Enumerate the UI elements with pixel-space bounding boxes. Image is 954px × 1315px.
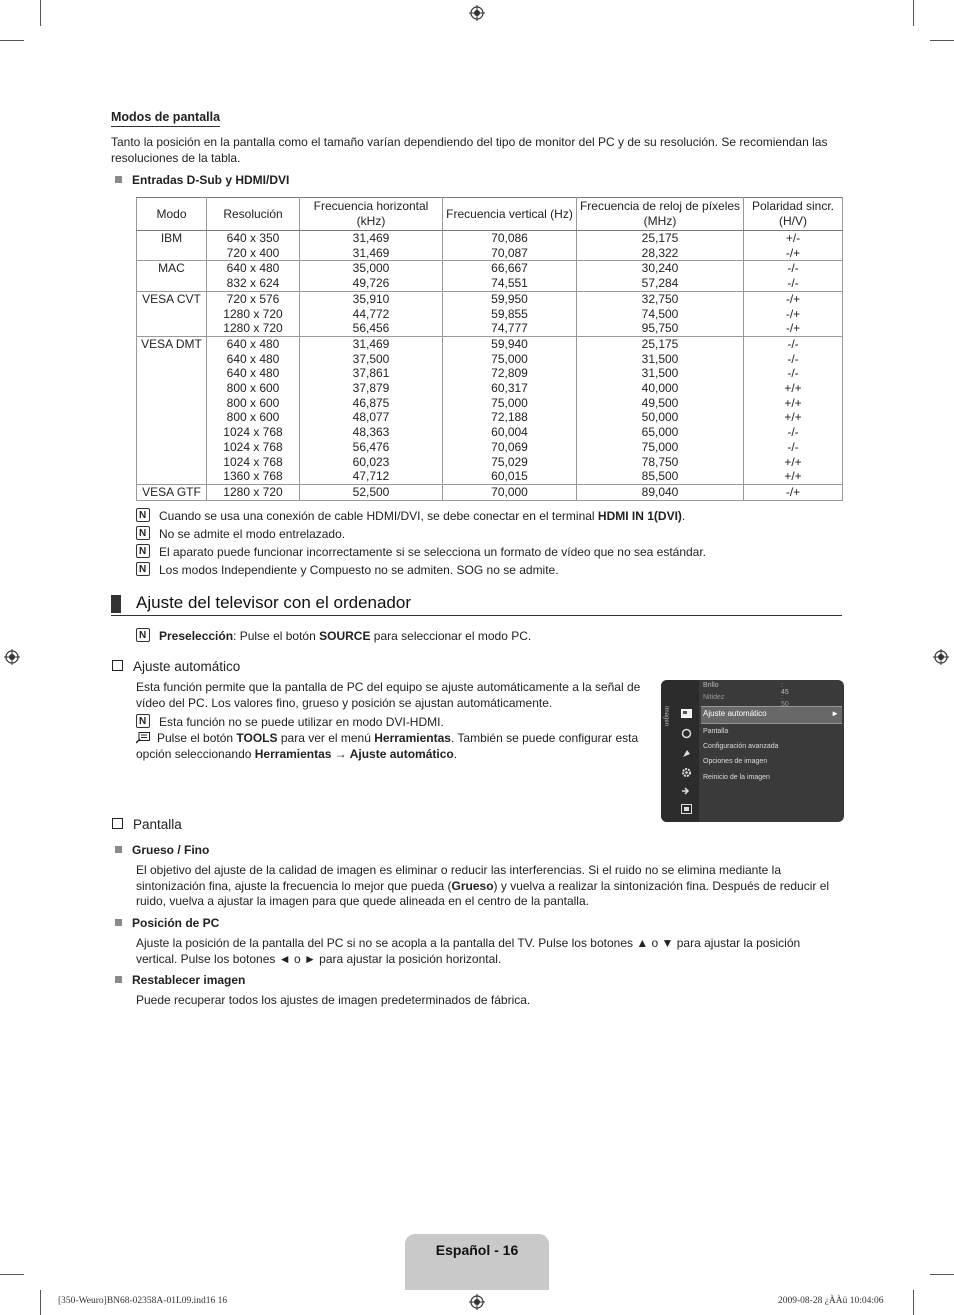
- table-cell: 46,875: [300, 396, 443, 411]
- square-bullet-icon: [115, 976, 122, 983]
- auto-adjust-tools: Pulse el botón TOOLS para ver el menú Herramientas. También se puede configurar esta opción seleccionando Herramientas → Ajuste automático.: [136, 731, 639, 761]
- cell-mode: VESA DMT: [137, 336, 207, 351]
- table-cell: 640 x 480: [207, 336, 300, 351]
- table-cell: -/-: [744, 425, 843, 440]
- page-number-tab: [405, 1234, 549, 1290]
- note-hdmi: NCuando se usa una conexión de cable HDMI/DVI, se debe conectar en el terminal HDMI IN 1(DVI).: [136, 508, 685, 524]
- table-cell: 30,240: [577, 261, 744, 276]
- input-icon: [681, 786, 692, 796]
- note-composite: NLos modos Independiente y Compuesto no se admiten. SOG no se admite.: [136, 562, 559, 578]
- osd-item-sharpness[interactable]: Nitidez : 50: [703, 694, 789, 708]
- osd-menu-screenshot: [661, 680, 844, 822]
- table-cell: +/+: [744, 455, 843, 470]
- table-cell: 60,317: [443, 381, 577, 396]
- table-cell: 720 x 400: [207, 246, 300, 261]
- table-cell: 1024 x 768: [207, 425, 300, 440]
- sound-icon: [681, 728, 692, 739]
- table-cell: 1280 x 720: [207, 307, 300, 322]
- table-cell: 37,861: [300, 366, 443, 381]
- table-row: [137, 396, 843, 411]
- auto-adjust-note: NEsta función no se puede utilizar en modo DVI-HDMI.: [136, 714, 444, 730]
- table-cell: 74,500: [577, 307, 744, 322]
- table-cell: 85,500: [577, 469, 744, 484]
- table-cell: 65,000: [577, 425, 744, 440]
- square-bullet-icon: [115, 919, 122, 926]
- table-cell: 35,910: [300, 291, 443, 306]
- registration-mark-icon: [469, 1294, 485, 1310]
- table-cell: 800 x 600: [207, 396, 300, 411]
- table-cell: 37,500: [300, 352, 443, 367]
- table-row: [137, 425, 843, 440]
- table-cell: 50,000: [577, 410, 744, 425]
- arrow-right-icon: ►: [831, 709, 839, 718]
- table-cell: -/-: [744, 352, 843, 367]
- table-cell: 95,750: [577, 321, 744, 336]
- note-icon: [136, 714, 150, 728]
- picture-icon: [681, 709, 692, 718]
- table-cell: 72,188: [443, 410, 577, 425]
- crop-mark: [40, 0, 41, 26]
- col-header-mode: Modo: [137, 198, 207, 231]
- table-cell: 72,809: [443, 366, 577, 381]
- table-row: [137, 381, 843, 396]
- table-row: [137, 440, 843, 455]
- table-cell: 52,500: [300, 484, 443, 500]
- table-cell: 37,879: [300, 381, 443, 396]
- cell-mode: [137, 455, 207, 470]
- pc-position-text: Ajuste la posición de la pantalla del PC si no se acopla a la pantalla del TV. Pulse los botones ▲ o ▼ para ajustar la posición vertical. Pulse los botones ◄ o ► para ajustar la posición horizontal.: [136, 936, 801, 966]
- table-cell: 31,500: [577, 352, 744, 367]
- osd-item-reset[interactable]: Reinicio de la imagen: [703, 774, 770, 781]
- table-cell: 31,469: [300, 231, 443, 246]
- table-cell: 75,029: [443, 455, 577, 470]
- table-cell: +/-: [744, 231, 843, 246]
- table-cell: 70,087: [443, 246, 577, 261]
- note-interlaced: NNo se admite el modo entrelazado.: [136, 526, 345, 542]
- intro-paragraph: Tanto la posición en la pantalla como el tamaño varían dependiendo del tipo de monitor del PC y de su resolución. Se recomiendan las resoluciones de la tabla.: [111, 135, 828, 165]
- crop-mark: [0, 40, 24, 41]
- screen-heading: Pantalla: [112, 817, 182, 832]
- cell-mode: [137, 276, 207, 291]
- table-cell: 31,469: [300, 336, 443, 351]
- table-cell: 70,086: [443, 231, 577, 246]
- auto-adjust-desc: Esta función permite que la pantalla de PC del equipo se ajuste automáticamente a la señal de vídeo del PC. Los valores fino, grueso y posición se ajustan automáticamente.: [136, 680, 641, 710]
- cell-mode: [137, 246, 207, 261]
- cell-mode: VESA CVT: [137, 291, 207, 306]
- cell-mode: IBM: [137, 231, 207, 246]
- table-cell: -/-: [744, 440, 843, 455]
- table-row: [137, 291, 843, 306]
- osd-item-auto-adjust[interactable]: Ajuste automático ►: [703, 709, 839, 718]
- col-header-polarity: Polaridad sincr. (H/V): [744, 198, 843, 231]
- section-title: [111, 593, 842, 616]
- table-row: [137, 410, 843, 425]
- modes-heading: Modos de pantalla: [111, 110, 220, 127]
- table-cell: -/+: [744, 321, 843, 336]
- table-row: [137, 336, 843, 351]
- table-cell: 49,500: [577, 396, 744, 411]
- reset-image-text: Puede recuperar todos los ajustes de imagen predeterminados de fábrica.: [136, 993, 531, 1007]
- table-cell: -/+: [744, 484, 843, 500]
- table-row: [137, 366, 843, 381]
- osd-item-options[interactable]: Opciones de imagen: [703, 758, 768, 765]
- col-header-vfreq: Frecuencia vertical (Hz): [443, 198, 577, 231]
- cell-mode: [137, 307, 207, 322]
- table-cell: -/+: [744, 291, 843, 306]
- table-row: [137, 352, 843, 367]
- table-cell: 31,469: [300, 246, 443, 261]
- support-icon: [681, 804, 692, 814]
- reset-image-heading: Restablecer imagen: [115, 973, 245, 987]
- table-cell: 57,284: [577, 276, 744, 291]
- table-cell: 640 x 480: [207, 366, 300, 381]
- checkbox-bullet-icon: [112, 660, 123, 671]
- table-cell: -/-: [744, 276, 843, 291]
- table-cell: 59,855: [443, 307, 577, 322]
- table-cell: 75,000: [577, 440, 744, 455]
- crop-mark: [930, 40, 954, 41]
- table-cell: 32,750: [577, 291, 744, 306]
- table-cell: 720 x 576: [207, 291, 300, 306]
- table-cell: 75,000: [443, 352, 577, 367]
- table-cell: 74,777: [443, 321, 577, 336]
- table-cell: 640 x 350: [207, 231, 300, 246]
- col-header-hfreq: Frecuencia horizontal (kHz): [300, 198, 443, 231]
- crop-mark: [913, 0, 914, 26]
- cell-mode: [137, 425, 207, 440]
- note-icon: [136, 628, 150, 642]
- page-number: Español - 16: [435, 1242, 519, 1258]
- table-row: [137, 246, 843, 261]
- table-cell: 44,772: [300, 307, 443, 322]
- table-cell: 47,712: [300, 469, 443, 484]
- table-cell: 31,500: [577, 366, 744, 381]
- registration-mark-icon: [4, 649, 20, 665]
- table-cell: 1360 x 768: [207, 469, 300, 484]
- table-cell: 640 x 480: [207, 261, 300, 276]
- table-cell: 640 x 480: [207, 352, 300, 367]
- cell-mode: [137, 381, 207, 396]
- square-bullet-icon: [115, 176, 122, 183]
- table-row: [137, 276, 843, 291]
- crop-mark: [40, 1290, 41, 1315]
- table-row: [137, 321, 843, 336]
- table-row: [137, 231, 843, 246]
- table-row: [137, 307, 843, 322]
- crop-mark: [0, 1274, 24, 1275]
- table-row: [137, 261, 843, 276]
- table-cell: +/+: [744, 469, 843, 484]
- table-cell: 832 x 624: [207, 276, 300, 291]
- col-header-clock: Frecuencia de reloj de píxeles (MHz): [577, 198, 744, 231]
- footer-date: 2009-08-28 ¿ÀÀü 10:04:06: [778, 1296, 884, 1306]
- table-cell: 59,950: [443, 291, 577, 306]
- osd-side-label: Imagen: [663, 706, 669, 727]
- crop-mark: [913, 1290, 914, 1315]
- table-cell: -/+: [744, 307, 843, 322]
- table-cell: 60,004: [443, 425, 577, 440]
- table-cell: 1280 x 720: [207, 484, 300, 500]
- cell-mode: MAC: [137, 261, 207, 276]
- table-cell: 1280 x 720: [207, 321, 300, 336]
- registration-mark-icon: [469, 5, 485, 21]
- tools-icon: [136, 732, 150, 744]
- coarse-fine-heading: Grueso / Fino: [115, 843, 209, 857]
- osd-item-screen[interactable]: Pantalla: [703, 728, 729, 735]
- table-cell: 56,476: [300, 440, 443, 455]
- cell-mode: [137, 366, 207, 381]
- table-cell: 70,069: [443, 440, 577, 455]
- table-cell: 74,551: [443, 276, 577, 291]
- preset-note: NPreselección: Pulse el botón SOURCE para seleccionar el modo PC.: [136, 628, 531, 644]
- table-cell: 66,667: [443, 261, 577, 276]
- note-icon: [136, 562, 150, 576]
- channel-icon: [681, 748, 692, 759]
- table-cell: 48,077: [300, 410, 443, 425]
- table-cell: 800 x 600: [207, 410, 300, 425]
- note-icon: [136, 526, 150, 540]
- note-nonstandard: NEl aparato puede funcionar incorrectamente si se selecciona un formato de vídeo que no sea estándar.: [136, 544, 706, 560]
- pc-position-heading: Posición de PC: [115, 916, 219, 930]
- table-cell: 25,175: [577, 336, 744, 351]
- gear-icon: [681, 767, 692, 778]
- cell-mode: [137, 352, 207, 367]
- note-icon: [136, 544, 150, 558]
- registration-mark-icon: [933, 649, 949, 665]
- osd-item-advanced[interactable]: Configuración avanzada: [703, 743, 779, 750]
- section-title-text: Ajuste del televisor con el ordenador: [136, 593, 411, 612]
- table-cell: 1024 x 768: [207, 455, 300, 470]
- cell-mode: [137, 410, 207, 425]
- table-cell: +/+: [744, 396, 843, 411]
- table-cell: 75,000: [443, 396, 577, 411]
- inputs-label: Entradas D-Sub y HDMI/DVI: [132, 173, 290, 187]
- table-cell: 49,726: [300, 276, 443, 291]
- table-row: [137, 484, 843, 500]
- col-header-resolution: Resolución: [207, 198, 300, 231]
- table-cell: 60,023: [300, 455, 443, 470]
- table-cell: -/-: [744, 261, 843, 276]
- square-bullet-icon: [115, 846, 122, 853]
- osd-sidebar: [661, 680, 699, 822]
- cell-mode: [137, 321, 207, 336]
- checkbox-bullet-icon: [112, 818, 123, 829]
- table-cell: 28,322: [577, 246, 744, 261]
- inputs-label-row: [115, 173, 289, 187]
- table-cell: 89,040: [577, 484, 744, 500]
- table-cell: 800 x 600: [207, 381, 300, 396]
- cell-mode: VESA GTF: [137, 484, 207, 500]
- table-cell: 48,363: [300, 425, 443, 440]
- table-cell: -/+: [744, 246, 843, 261]
- table-cell: +/+: [744, 410, 843, 425]
- table-cell: 78,750: [577, 455, 744, 470]
- table-cell: 59,940: [443, 336, 577, 351]
- coarse-fine-text: El objetivo del ajuste de la calidad de imagen es eliminar o reducir las interferencias. Si el ruido no se elimina mediante la sintonización fina, ajuste la frecuencia lo mejor que pueda (Grueso) y vuelva a realizar la sintonización fina. Después de reducir el ruido, vuelva a ajustar la imagen para que quede alineada en el centro de la pantalla.: [136, 863, 830, 908]
- table-row: [137, 455, 843, 470]
- table-row: [137, 469, 843, 484]
- table-cell: 70,000: [443, 484, 577, 500]
- table-cell: 35,000: [300, 261, 443, 276]
- crop-mark: [930, 1274, 954, 1275]
- cell-mode: [137, 469, 207, 484]
- table-cell: -/-: [744, 366, 843, 381]
- table-cell: 25,175: [577, 231, 744, 246]
- note-icon: [136, 508, 150, 522]
- modes-table: [136, 197, 843, 501]
- table-cell: 1024 x 768: [207, 440, 300, 455]
- table-cell: 40,000: [577, 381, 744, 396]
- table-cell: 60,015: [443, 469, 577, 484]
- table-cell: +/+: [744, 381, 843, 396]
- osd-item-brightness[interactable]: Brillo : 45: [703, 682, 789, 696]
- table-cell: -/-: [744, 336, 843, 351]
- cell-mode: [137, 440, 207, 455]
- cell-mode: [137, 396, 207, 411]
- footer-file: [350-Weuro]BN68-02358A-01L09.ind16 16: [58, 1296, 228, 1306]
- section-bar: [111, 595, 121, 613]
- auto-adjust-heading: Ajuste automático: [112, 659, 240, 674]
- table-cell: 56,456: [300, 321, 443, 336]
